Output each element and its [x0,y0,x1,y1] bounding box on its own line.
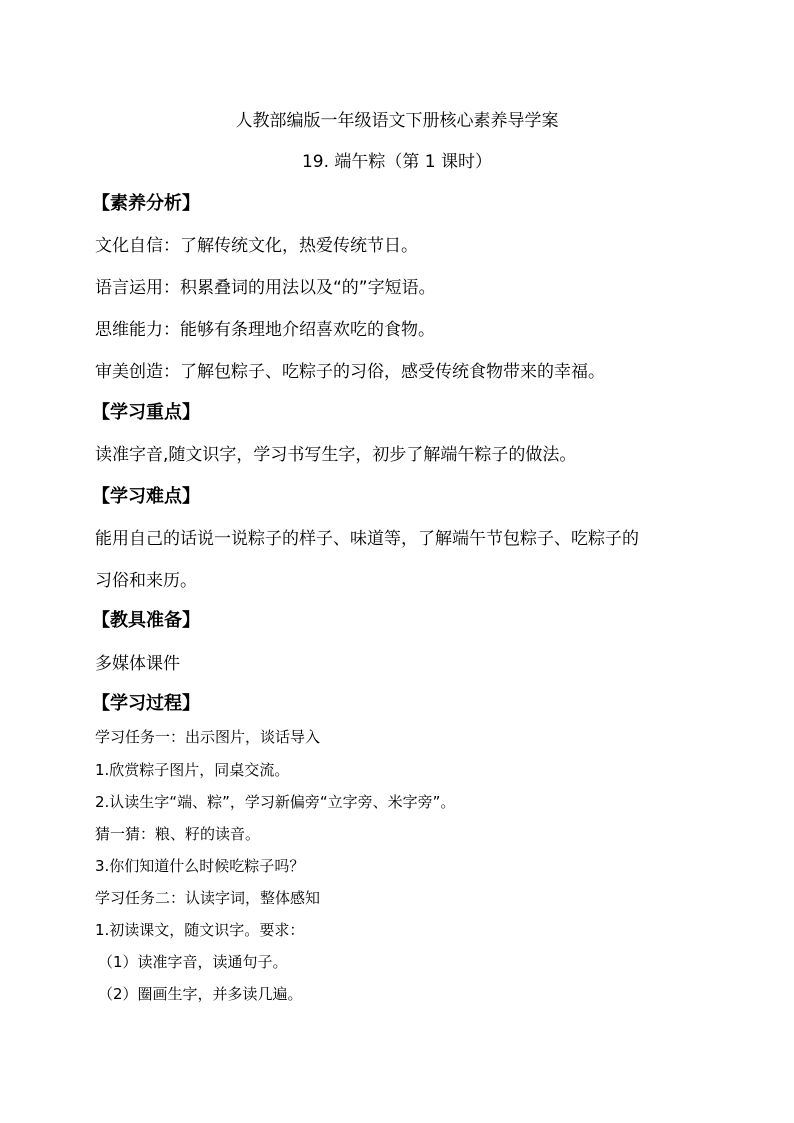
section-heading-tools: 【教具准备】 [92,610,200,631]
analysis-item: 思维能力：能够有条理地介绍喜欢吃的食物。 [95,320,435,340]
process-task-heading: 学习任务二：认读字词，整体感知 [95,889,321,907]
section-heading-difficulties: 【学习难点】 [92,486,200,507]
difficulties-text-line: 习俗和来历。 [95,571,197,591]
analysis-item: 语言运用：积累叠词的用法以及“的”字短语。 [95,278,436,298]
analysis-item: 审美创造：了解包粽子、吃粽子的习俗，感受传统食物带来的幸福。 [95,362,605,382]
process-line: 3.你们知道什么时候吃粽子吗？ [95,857,305,875]
key-points-text: 读准字音,随文识字，学习书写生字，初步了解端午粽子的做法。 [95,445,577,465]
process-line: 猜一猜：粮、籽的读音。 [95,825,261,843]
process-subitem: （2）圈画生字，并多读几遍。 [98,985,303,1003]
analysis-item: 文化自信：了解传统文化，热爱传统节日。 [95,236,418,256]
process-line: 1.欣赏粽子图片，同桌交流。 [95,761,290,779]
tools-text: 多媒体课件 [95,654,180,674]
process-subitem: （1）读准字音，读通句子。 [98,953,288,971]
section-heading-process: 【学习过程】 [92,693,200,714]
process-task-heading: 学习任务一：出示图片，谈话导入 [95,728,321,746]
process-line: 1.初读课文，随文识字。要求： [95,921,305,939]
section-heading-key-points: 【学习重点】 [92,402,200,423]
difficulties-text-line: 能用自己的话说一说粽子的样子、味道等，了解端午节包粽子、吃粽子的 [95,529,639,549]
document-title: 人教部编版一年级语文下册核心素养导学案 [235,111,559,131]
process-line: 2.认读生字“端、粽”，学习新偏旁“立字旁、米字旁”。 [95,793,456,811]
section-heading-analysis: 【素养分析】 [92,193,200,214]
lesson-title: 19. 端午粽（第 1 课时） [301,152,493,172]
